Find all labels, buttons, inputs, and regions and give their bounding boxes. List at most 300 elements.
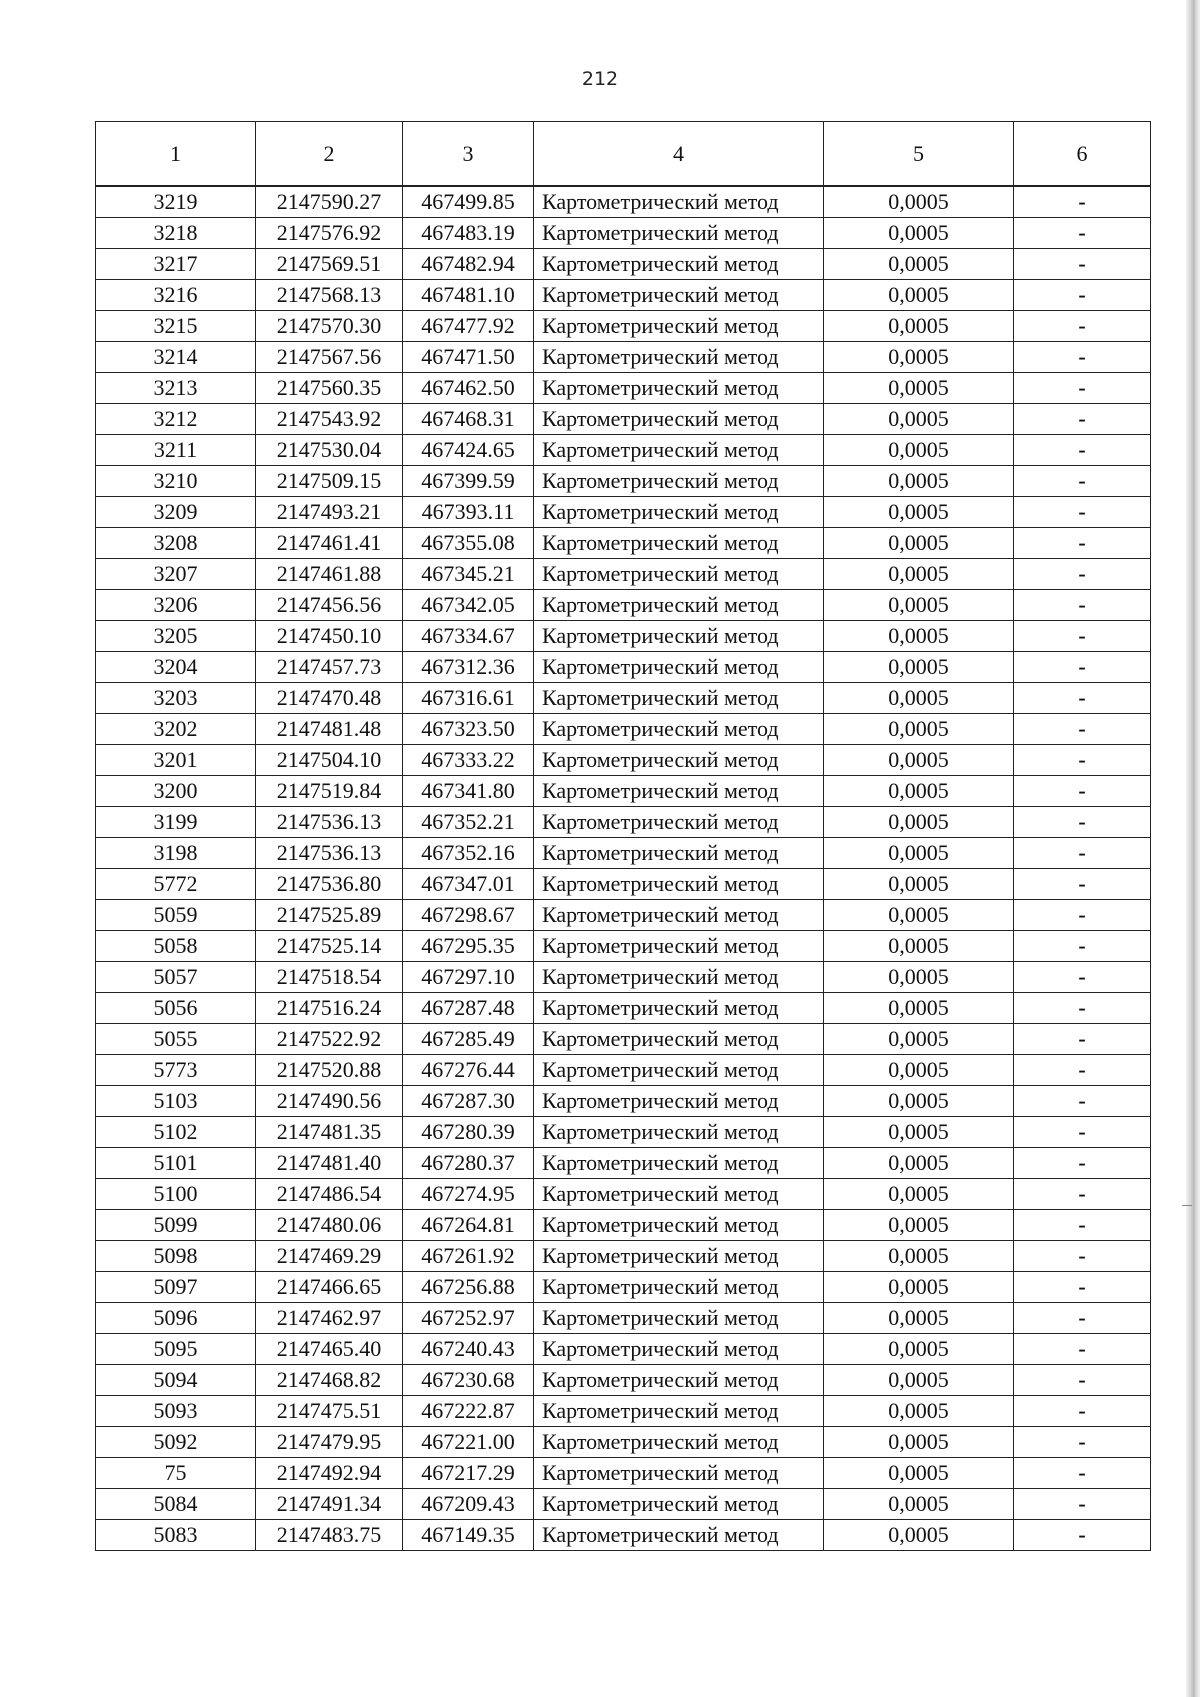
header-cell-1: 1 bbox=[96, 122, 256, 187]
note-cell: - bbox=[1014, 621, 1151, 652]
note-cell: - bbox=[1014, 1272, 1151, 1303]
x-coordinate-cell: 2147530.04 bbox=[256, 435, 403, 466]
note-cell: - bbox=[1014, 590, 1151, 621]
x-coordinate-cell: 2147481.48 bbox=[256, 714, 403, 745]
table-row bbox=[96, 559, 1151, 590]
point-number-cell: 3217 bbox=[96, 249, 256, 280]
table-row bbox=[96, 404, 1151, 435]
point-number-cell: 3210 bbox=[96, 466, 256, 497]
point-number-cell: 5102 bbox=[96, 1117, 256, 1148]
x-coordinate-cell: 2147504.10 bbox=[256, 745, 403, 776]
method-cell: Картометрический метод bbox=[534, 559, 824, 590]
x-coordinate-cell: 2147493.21 bbox=[256, 497, 403, 528]
table-row bbox=[96, 1334, 1151, 1365]
method-cell: Картометрический метод bbox=[534, 1024, 824, 1055]
header-cell-5: 5 bbox=[824, 122, 1014, 187]
y-coordinate-cell: 467287.48 bbox=[403, 993, 534, 1024]
accuracy-cell: 0,0005 bbox=[824, 745, 1014, 776]
x-coordinate-cell: 2147516.24 bbox=[256, 993, 403, 1024]
y-coordinate-cell: 467355.08 bbox=[403, 528, 534, 559]
table-row bbox=[96, 714, 1151, 745]
accuracy-cell: 0,0005 bbox=[824, 1334, 1014, 1365]
accuracy-cell: 0,0005 bbox=[824, 683, 1014, 714]
point-number-cell: 5093 bbox=[96, 1396, 256, 1427]
method-cell: Картометрический метод bbox=[534, 311, 824, 342]
x-coordinate-cell: 2147457.73 bbox=[256, 652, 403, 683]
table-row bbox=[96, 373, 1151, 404]
x-coordinate-cell: 2147480.06 bbox=[256, 1210, 403, 1241]
point-number-cell: 3208 bbox=[96, 528, 256, 559]
table-row bbox=[96, 1365, 1151, 1396]
note-cell: - bbox=[1014, 807, 1151, 838]
table-row bbox=[96, 652, 1151, 683]
note-cell: - bbox=[1014, 280, 1151, 311]
x-coordinate-cell: 2147456.56 bbox=[256, 590, 403, 621]
x-coordinate-cell: 2147462.97 bbox=[256, 1303, 403, 1334]
y-coordinate-cell: 467256.88 bbox=[403, 1272, 534, 1303]
y-coordinate-cell: 467462.50 bbox=[403, 373, 534, 404]
table-row bbox=[96, 218, 1151, 249]
table-row bbox=[96, 280, 1151, 311]
table-row bbox=[96, 528, 1151, 559]
header-row bbox=[96, 122, 1151, 187]
x-coordinate-cell: 2147543.92 bbox=[256, 404, 403, 435]
header-cell-6: 6 bbox=[1014, 122, 1151, 187]
method-cell: Картометрический метод bbox=[534, 186, 824, 218]
accuracy-cell: 0,0005 bbox=[824, 435, 1014, 466]
table-row bbox=[96, 838, 1151, 869]
table-row bbox=[96, 1148, 1151, 1179]
scanned-page-edge bbox=[1186, 0, 1200, 1697]
note-cell: - bbox=[1014, 652, 1151, 683]
point-number-cell: 5058 bbox=[96, 931, 256, 962]
method-cell: Картометрический метод bbox=[534, 404, 824, 435]
y-coordinate-cell: 467333.22 bbox=[403, 745, 534, 776]
table-row bbox=[96, 621, 1151, 652]
y-coordinate-cell: 467347.01 bbox=[403, 869, 534, 900]
note-cell: - bbox=[1014, 683, 1151, 714]
note-cell: - bbox=[1014, 249, 1151, 280]
y-coordinate-cell: 467341.80 bbox=[403, 776, 534, 807]
point-number-cell: 5057 bbox=[96, 962, 256, 993]
x-coordinate-cell: 2147519.84 bbox=[256, 776, 403, 807]
accuracy-cell: 0,0005 bbox=[824, 280, 1014, 311]
y-coordinate-cell: 467295.35 bbox=[403, 931, 534, 962]
accuracy-cell: 0,0005 bbox=[824, 1055, 1014, 1086]
y-coordinate-cell: 467221.00 bbox=[403, 1427, 534, 1458]
accuracy-cell: 0,0005 bbox=[824, 342, 1014, 373]
accuracy-cell: 0,0005 bbox=[824, 652, 1014, 683]
note-cell: - bbox=[1014, 1458, 1151, 1489]
point-number-cell: 3198 bbox=[96, 838, 256, 869]
accuracy-cell: 0,0005 bbox=[824, 1396, 1014, 1427]
note-cell: - bbox=[1014, 1334, 1151, 1365]
x-coordinate-cell: 2147492.94 bbox=[256, 1458, 403, 1489]
method-cell: Картометрический метод bbox=[534, 373, 824, 404]
point-number-cell: 3199 bbox=[96, 807, 256, 838]
page-edge-mark bbox=[1182, 1205, 1192, 1206]
method-cell: Картометрический метод bbox=[534, 1396, 824, 1427]
method-cell: Картометрический метод bbox=[534, 249, 824, 280]
method-cell: Картометрический метод bbox=[534, 1458, 824, 1489]
point-number-cell: 3214 bbox=[96, 342, 256, 373]
table-row bbox=[96, 776, 1151, 807]
point-number-cell: 3212 bbox=[96, 404, 256, 435]
y-coordinate-cell: 467222.87 bbox=[403, 1396, 534, 1427]
table-row bbox=[96, 900, 1151, 931]
x-coordinate-cell: 2147465.40 bbox=[256, 1334, 403, 1365]
method-cell: Картометрический метод bbox=[534, 900, 824, 931]
accuracy-cell: 0,0005 bbox=[824, 249, 1014, 280]
x-coordinate-cell: 2147490.56 bbox=[256, 1086, 403, 1117]
point-number-cell: 3216 bbox=[96, 280, 256, 311]
table-row bbox=[96, 931, 1151, 962]
x-coordinate-cell: 2147525.89 bbox=[256, 900, 403, 931]
method-cell: Картометрический метод bbox=[534, 342, 824, 373]
table-row bbox=[96, 745, 1151, 776]
method-cell: Картометрический метод bbox=[534, 1303, 824, 1334]
note-cell: - bbox=[1014, 1117, 1151, 1148]
y-coordinate-cell: 467209.43 bbox=[403, 1489, 534, 1520]
y-coordinate-cell: 467252.97 bbox=[403, 1303, 534, 1334]
point-number-cell: 5100 bbox=[96, 1179, 256, 1210]
accuracy-cell: 0,0005 bbox=[824, 1520, 1014, 1551]
x-coordinate-cell: 2147569.51 bbox=[256, 249, 403, 280]
point-number-cell: 5084 bbox=[96, 1489, 256, 1520]
y-coordinate-cell: 467468.31 bbox=[403, 404, 534, 435]
y-coordinate-cell: 467345.21 bbox=[403, 559, 534, 590]
table-row bbox=[96, 962, 1151, 993]
table-body bbox=[96, 186, 1151, 1551]
method-cell: Картометрический метод bbox=[534, 1210, 824, 1241]
accuracy-cell: 0,0005 bbox=[824, 621, 1014, 652]
y-coordinate-cell: 467261.92 bbox=[403, 1241, 534, 1272]
method-cell: Картометрический метод bbox=[534, 1520, 824, 1551]
accuracy-cell: 0,0005 bbox=[824, 993, 1014, 1024]
x-coordinate-cell: 2147481.40 bbox=[256, 1148, 403, 1179]
note-cell: - bbox=[1014, 869, 1151, 900]
x-coordinate-cell: 2147470.48 bbox=[256, 683, 403, 714]
point-number-cell: 5092 bbox=[96, 1427, 256, 1458]
point-number-cell: 3215 bbox=[96, 311, 256, 342]
x-coordinate-cell: 2147520.88 bbox=[256, 1055, 403, 1086]
point-number-cell: 5059 bbox=[96, 900, 256, 931]
point-number-cell: 5772 bbox=[96, 869, 256, 900]
point-number-cell: 5097 bbox=[96, 1272, 256, 1303]
y-coordinate-cell: 467276.44 bbox=[403, 1055, 534, 1086]
accuracy-cell: 0,0005 bbox=[824, 373, 1014, 404]
table-row bbox=[96, 1179, 1151, 1210]
method-cell: Картометрический метод bbox=[534, 838, 824, 869]
header-cell-4: 4 bbox=[534, 122, 824, 187]
point-number-cell: 75 bbox=[96, 1458, 256, 1489]
note-cell: - bbox=[1014, 745, 1151, 776]
method-cell: Картометрический метод bbox=[534, 1148, 824, 1179]
note-cell: - bbox=[1014, 404, 1151, 435]
table-row bbox=[96, 1427, 1151, 1458]
y-coordinate-cell: 467149.35 bbox=[403, 1520, 534, 1551]
accuracy-cell: 0,0005 bbox=[824, 1427, 1014, 1458]
x-coordinate-cell: 2147450.10 bbox=[256, 621, 403, 652]
x-coordinate-cell: 2147576.92 bbox=[256, 218, 403, 249]
table-row bbox=[96, 1055, 1151, 1086]
point-number-cell: 3201 bbox=[96, 745, 256, 776]
note-cell: - bbox=[1014, 1427, 1151, 1458]
accuracy-cell: 0,0005 bbox=[824, 1458, 1014, 1489]
y-coordinate-cell: 467399.59 bbox=[403, 466, 534, 497]
method-cell: Картометрический метод bbox=[534, 1117, 824, 1148]
note-cell: - bbox=[1014, 559, 1151, 590]
accuracy-cell: 0,0005 bbox=[824, 1303, 1014, 1334]
note-cell: - bbox=[1014, 1179, 1151, 1210]
point-number-cell: 5098 bbox=[96, 1241, 256, 1272]
x-coordinate-cell: 2147567.56 bbox=[256, 342, 403, 373]
point-number-cell: 3200 bbox=[96, 776, 256, 807]
note-cell: - bbox=[1014, 838, 1151, 869]
x-coordinate-cell: 2147486.54 bbox=[256, 1179, 403, 1210]
y-coordinate-cell: 467280.37 bbox=[403, 1148, 534, 1179]
method-cell: Картометрический метод bbox=[534, 776, 824, 807]
accuracy-cell: 0,0005 bbox=[824, 838, 1014, 869]
y-coordinate-cell: 467342.05 bbox=[403, 590, 534, 621]
x-coordinate-cell: 2147483.75 bbox=[256, 1520, 403, 1551]
table-row bbox=[96, 869, 1151, 900]
y-coordinate-cell: 467393.11 bbox=[403, 497, 534, 528]
point-number-cell: 3205 bbox=[96, 621, 256, 652]
method-cell: Картометрический метод bbox=[534, 1086, 824, 1117]
x-coordinate-cell: 2147461.41 bbox=[256, 528, 403, 559]
x-coordinate-cell: 2147461.88 bbox=[256, 559, 403, 590]
point-number-cell: 5101 bbox=[96, 1148, 256, 1179]
note-cell: - bbox=[1014, 218, 1151, 249]
note-cell: - bbox=[1014, 373, 1151, 404]
note-cell: - bbox=[1014, 1148, 1151, 1179]
point-number-cell: 3204 bbox=[96, 652, 256, 683]
coordinates-table bbox=[95, 121, 1151, 1551]
note-cell: - bbox=[1014, 1303, 1151, 1334]
note-cell: - bbox=[1014, 1024, 1151, 1055]
y-coordinate-cell: 467481.10 bbox=[403, 280, 534, 311]
note-cell: - bbox=[1014, 993, 1151, 1024]
note-cell: - bbox=[1014, 1210, 1151, 1241]
note-cell: - bbox=[1014, 435, 1151, 466]
point-number-cell: 3206 bbox=[96, 590, 256, 621]
x-coordinate-cell: 2147570.30 bbox=[256, 311, 403, 342]
method-cell: Картометрический метод bbox=[534, 714, 824, 745]
y-coordinate-cell: 467316.61 bbox=[403, 683, 534, 714]
x-coordinate-cell: 2147560.35 bbox=[256, 373, 403, 404]
x-coordinate-cell: 2147466.65 bbox=[256, 1272, 403, 1303]
accuracy-cell: 0,0005 bbox=[824, 1086, 1014, 1117]
header-cell-2: 2 bbox=[256, 122, 403, 187]
accuracy-cell: 0,0005 bbox=[824, 590, 1014, 621]
method-cell: Картометрический метод bbox=[534, 466, 824, 497]
method-cell: Картометрический метод bbox=[534, 1272, 824, 1303]
table-row bbox=[96, 1489, 1151, 1520]
note-cell: - bbox=[1014, 1055, 1151, 1086]
note-cell: - bbox=[1014, 342, 1151, 373]
accuracy-cell: 0,0005 bbox=[824, 218, 1014, 249]
point-number-cell: 3218 bbox=[96, 218, 256, 249]
accuracy-cell: 0,0005 bbox=[824, 900, 1014, 931]
point-number-cell: 3211 bbox=[96, 435, 256, 466]
method-cell: Картометрический метод bbox=[534, 1365, 824, 1396]
method-cell: Картометрический метод bbox=[534, 993, 824, 1024]
table-row bbox=[96, 590, 1151, 621]
point-number-cell: 5094 bbox=[96, 1365, 256, 1396]
table-row bbox=[96, 1241, 1151, 1272]
table-row bbox=[96, 1210, 1151, 1241]
point-number-cell: 3213 bbox=[96, 373, 256, 404]
note-cell: - bbox=[1014, 528, 1151, 559]
y-coordinate-cell: 467285.49 bbox=[403, 1024, 534, 1055]
x-coordinate-cell: 2147468.82 bbox=[256, 1365, 403, 1396]
table-row bbox=[96, 1303, 1151, 1334]
note-cell: - bbox=[1014, 1365, 1151, 1396]
method-cell: Картометрический метод bbox=[534, 652, 824, 683]
table-row bbox=[96, 1024, 1151, 1055]
note-cell: - bbox=[1014, 1396, 1151, 1427]
table-row bbox=[96, 249, 1151, 280]
point-number-cell: 5055 bbox=[96, 1024, 256, 1055]
accuracy-cell: 0,0005 bbox=[824, 497, 1014, 528]
point-number-cell: 5099 bbox=[96, 1210, 256, 1241]
method-cell: Картометрический метод bbox=[534, 280, 824, 311]
accuracy-cell: 0,0005 bbox=[824, 807, 1014, 838]
table-row bbox=[96, 807, 1151, 838]
note-cell: - bbox=[1014, 962, 1151, 993]
point-number-cell: 5096 bbox=[96, 1303, 256, 1334]
method-cell: Картометрический метод bbox=[534, 807, 824, 838]
point-number-cell: 3202 bbox=[96, 714, 256, 745]
note-cell: - bbox=[1014, 466, 1151, 497]
method-cell: Картометрический метод bbox=[534, 621, 824, 652]
x-coordinate-cell: 2147518.54 bbox=[256, 962, 403, 993]
x-coordinate-cell: 2147491.34 bbox=[256, 1489, 403, 1520]
note-cell: - bbox=[1014, 311, 1151, 342]
x-coordinate-cell: 2147536.80 bbox=[256, 869, 403, 900]
accuracy-cell: 0,0005 bbox=[824, 311, 1014, 342]
y-coordinate-cell: 467334.67 bbox=[403, 621, 534, 652]
y-coordinate-cell: 467483.19 bbox=[403, 218, 534, 249]
method-cell: Картометрический метод bbox=[534, 1179, 824, 1210]
accuracy-cell: 0,0005 bbox=[824, 1489, 1014, 1520]
method-cell: Картометрический метод bbox=[534, 1427, 824, 1458]
method-cell: Картометрический метод bbox=[534, 218, 824, 249]
y-coordinate-cell: 467274.95 bbox=[403, 1179, 534, 1210]
table-row bbox=[96, 497, 1151, 528]
note-cell: - bbox=[1014, 1086, 1151, 1117]
header-cell-3: 3 bbox=[403, 122, 534, 187]
method-cell: Картометрический метод bbox=[534, 1334, 824, 1365]
table-row bbox=[96, 186, 1151, 218]
note-cell: - bbox=[1014, 1489, 1151, 1520]
x-coordinate-cell: 2147509.15 bbox=[256, 466, 403, 497]
y-coordinate-cell: 467482.94 bbox=[403, 249, 534, 280]
y-coordinate-cell: 467217.29 bbox=[403, 1458, 534, 1489]
method-cell: Картометрический метод bbox=[534, 528, 824, 559]
x-coordinate-cell: 2147536.13 bbox=[256, 838, 403, 869]
method-cell: Картометрический метод bbox=[534, 435, 824, 466]
table-row bbox=[96, 1086, 1151, 1117]
table-header bbox=[96, 122, 1151, 187]
note-cell: - bbox=[1014, 714, 1151, 745]
point-number-cell: 5095 bbox=[96, 1334, 256, 1365]
y-coordinate-cell: 467477.92 bbox=[403, 311, 534, 342]
point-number-cell: 3219 bbox=[96, 186, 256, 218]
accuracy-cell: 0,0005 bbox=[824, 1117, 1014, 1148]
method-cell: Картометрический метод bbox=[534, 869, 824, 900]
method-cell: Картометрический метод bbox=[534, 497, 824, 528]
table-row bbox=[96, 342, 1151, 373]
x-coordinate-cell: 2147568.13 bbox=[256, 280, 403, 311]
y-coordinate-cell: 467352.21 bbox=[403, 807, 534, 838]
y-coordinate-cell: 467471.50 bbox=[403, 342, 534, 373]
method-cell: Картометрический метод bbox=[534, 1489, 824, 1520]
accuracy-cell: 0,0005 bbox=[824, 528, 1014, 559]
x-coordinate-cell: 2147590.27 bbox=[256, 186, 403, 218]
note-cell: - bbox=[1014, 497, 1151, 528]
y-coordinate-cell: 467287.30 bbox=[403, 1086, 534, 1117]
accuracy-cell: 0,0005 bbox=[824, 714, 1014, 745]
y-coordinate-cell: 467240.43 bbox=[403, 1334, 534, 1365]
y-coordinate-cell: 467297.10 bbox=[403, 962, 534, 993]
note-cell: - bbox=[1014, 900, 1151, 931]
table-row bbox=[96, 1458, 1151, 1489]
accuracy-cell: 0,0005 bbox=[824, 186, 1014, 218]
accuracy-cell: 0,0005 bbox=[824, 962, 1014, 993]
table-row bbox=[96, 1117, 1151, 1148]
point-number-cell: 5056 bbox=[96, 993, 256, 1024]
accuracy-cell: 0,0005 bbox=[824, 1179, 1014, 1210]
y-coordinate-cell: 467323.50 bbox=[403, 714, 534, 745]
accuracy-cell: 0,0005 bbox=[824, 404, 1014, 435]
method-cell: Картометрический метод bbox=[534, 683, 824, 714]
table-row bbox=[96, 466, 1151, 497]
point-number-cell: 5773 bbox=[96, 1055, 256, 1086]
method-cell: Картометрический метод bbox=[534, 590, 824, 621]
table-row bbox=[96, 1272, 1151, 1303]
point-number-cell: 5083 bbox=[96, 1520, 256, 1551]
page-number: 212 bbox=[581, 68, 619, 90]
accuracy-cell: 0,0005 bbox=[824, 1024, 1014, 1055]
point-number-cell: 5103 bbox=[96, 1086, 256, 1117]
table-row bbox=[96, 993, 1151, 1024]
note-cell: - bbox=[1014, 1241, 1151, 1272]
note-cell: - bbox=[1014, 931, 1151, 962]
x-coordinate-cell: 2147481.35 bbox=[256, 1117, 403, 1148]
method-cell: Картометрический метод bbox=[534, 745, 824, 776]
x-coordinate-cell: 2147469.29 bbox=[256, 1241, 403, 1272]
method-cell: Картометрический метод bbox=[534, 931, 824, 962]
y-coordinate-cell: 467280.39 bbox=[403, 1117, 534, 1148]
x-coordinate-cell: 2147522.92 bbox=[256, 1024, 403, 1055]
x-coordinate-cell: 2147475.51 bbox=[256, 1396, 403, 1427]
method-cell: Картометрический метод bbox=[534, 1241, 824, 1272]
accuracy-cell: 0,0005 bbox=[824, 776, 1014, 807]
note-cell: - bbox=[1014, 186, 1151, 218]
y-coordinate-cell: 467352.16 bbox=[403, 838, 534, 869]
x-coordinate-cell: 2147479.95 bbox=[256, 1427, 403, 1458]
accuracy-cell: 0,0005 bbox=[824, 1210, 1014, 1241]
x-coordinate-cell: 2147536.13 bbox=[256, 807, 403, 838]
point-number-cell: 3207 bbox=[96, 559, 256, 590]
point-number-cell: 3203 bbox=[96, 683, 256, 714]
accuracy-cell: 0,0005 bbox=[824, 869, 1014, 900]
note-cell: - bbox=[1014, 776, 1151, 807]
accuracy-cell: 0,0005 bbox=[824, 466, 1014, 497]
table-row bbox=[96, 311, 1151, 342]
